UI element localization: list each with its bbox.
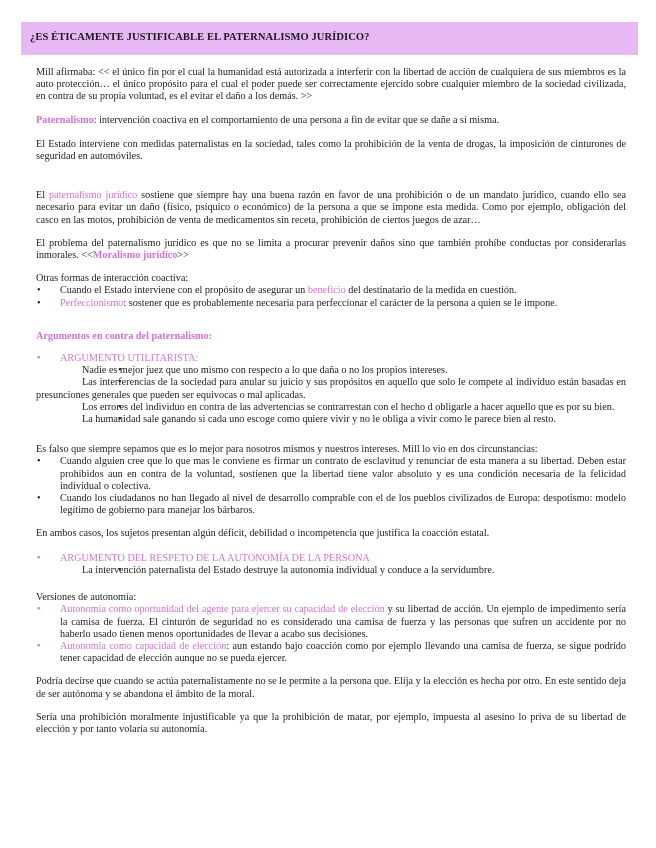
paternalismo-juridico-paragraph [36, 190, 626, 227]
item-post: del destinatario de la medida en cuestión. [345, 285, 517, 297]
list-item [36, 641, 626, 665]
argumentos-heading: Argumentos en contra del paternalismo: [36, 330, 212, 342]
item-post: : aun estando bajo coacción como por ejemplo llevando una camisa de fuerza, se sigue podrido tener capacidad de elección aunque no se pueda ejercer. [60, 640, 626, 665]
es-falso-paragraph: Es falso que siempre sepamos que es lo mejor para nosotros mismos y nuestros intereses. Mill lo vio en dos circunstancias: [36, 444, 538, 456]
list-item [36, 604, 626, 641]
seria-paragraph: Sería una prohibición moralmente injustificable ya que la prohibición de matar, por ejemplo, impuesta al asesino lo priva de su libertad de elección y por tanto volaría su autonomía. [36, 711, 626, 735]
autonomia-oportunidad-term: Autonomía como oportunidad del agente para ejercer su capacidad de elección [60, 604, 385, 616]
list-item: • La intervención paternalista del Estado destruye la autonomía individual y conduce a la servidumbre. [36, 565, 626, 577]
paternalismo-definition [36, 115, 626, 127]
list-item: • Los errores del individuo en contra de las advertencias se contrarrestan con el hecho d obligarle a hacer aquello que es por su bien. [36, 402, 626, 414]
paternalismo-term: Paternalismo [36, 114, 94, 126]
perfeccionismo-term: Perfeccionismo [60, 297, 124, 309]
page-title: ¿ES ÉTICAMENTE JUSTIFICABLE EL PATERNALISMO JURÍDICO? [21, 22, 638, 55]
utilitarista-label-item [36, 353, 626, 365]
versiones-intro: Versiones de autonomía: [36, 592, 137, 604]
otras-formas-intro: Otras formas de interacción coactiva: [36, 273, 189, 285]
autonomia-sublist [36, 565, 626, 577]
utilitarista-sublist [36, 365, 626, 426]
utilitarista-label: ARGUMENTO UTILITARISTA: [60, 353, 199, 365]
list-item: • Nadie es mejor juez que uno mismo con respecto a lo que daña o no los propios intereses. [36, 365, 626, 377]
list-item [36, 285, 626, 297]
problema-post: >> [177, 250, 189, 262]
paternalismo-juridico-term: paternalismo jurídico [48, 190, 138, 202]
estado-intervene-paragraph: El Estado interviene con medidas paternalistas en la sociedad, tales como la prohibición de la venta de drogas, la imposición de cinturones de seguridad en automóviles. [36, 138, 626, 163]
circunstancias-list [36, 456, 626, 517]
problema-pre: El problema del paternalismo jurídico es que no se limita a procurar prevenir daños sino que también prohíbe conductas por considerarlas inmorales. << [36, 237, 626, 262]
podria-decirse-paragraph: Podría decirse que cuando se actúa paternalistamente no se le permite a la persona que. Elija y la elección es hecha por otro. En este sentido deja de ser autónoma y se abandona el ámbito de la moral. [36, 676, 626, 700]
list-item: • La humanidad sale ganando si cada uno escoge como quiere vivir y no le obliga a vivir como le parece bien al resto. [36, 414, 626, 426]
otras-formas-list [36, 285, 626, 309]
list-item: • Cuando los ciudadanos no han llegado al nivel de desarrollo comprable con el de los pueblos civilizados de Europa: despotismo: modelo legítimo de gobierno para manejar los bárbaros. [36, 493, 626, 517]
utilitarista-list [36, 353, 626, 365]
item-post: : sostener que es probablemente necesaria para perfeccionar el carácter de la persona a quien se le impone. [123, 297, 558, 309]
autonomia-capacidad-term: Autonomía como capacidad de elección [60, 640, 227, 652]
beneficio-term: beneficio [307, 285, 346, 297]
list-item: • Cuando alguien cree que lo que mas le conviene es firmar un contrato de esclavitud y renunciar de esta manera a su libertad. Deben estar prohibidos aun en contra de la voluntad, sostienen que la libertad tiene valor absoluto y es una condición necesaria de la felicidad individual o colectiva. [36, 456, 626, 493]
problema-paragraph [36, 238, 626, 262]
moralismo-juridico-term: Moralismo jurídico [92, 250, 178, 262]
versiones-list [36, 604, 626, 665]
list-item [36, 298, 626, 310]
pj-pre: El [36, 190, 49, 202]
mill-quote: Mill afirmaba: << el único fin por el cual la humanidad está autorizada a interferir con la libertad de acción de cualquiera de sus miembros es la auto protección… el único propósito para el cual el poder puede ser correctamente ejercido sobre cualquier miembro de la sociedad civilizada, en contra de su propia voluntad, es el evitar el daño a los demás. >> [36, 67, 626, 103]
item-post: y su libertad de acción. Un ejemplo de impedimento sería la camisa de fuerza. El cinturón de seguridad no es considerado una camisa de fuerza y las personas que sufren un accidente por no haberlo usado tienen menos oportunidades de llevar a acabo sus decisiones. [60, 604, 626, 640]
autonomia-list [36, 553, 626, 565]
list-item: • Las interferencias de la sociedad para anular su juicio y sus propósitos en aquello que solo le compete al individuo están basadas en presunciones generales que pueden ser equivocas o mal aplicadas. [36, 377, 626, 401]
pj-post: sostiene que siempre hay una buena razón en favor de una prohibición o de un mandato jurídico, cuando ello sea necesario para evitar un daño (físico, psíquico o económico) de la persona a que se impone esta medida. Como por ejemplo, obligación del casco en las motos, prohibición de venta de medicamentos sin receta, prohibición de ciertos juegos de azar… [36, 190, 627, 226]
item-pre: Cuando el Estado interviene con el propósito de asegurar un [60, 285, 308, 297]
document-body [36, 67, 626, 747]
ambos-casos-paragraph: En ambos casos, los sujetos presentan algún déficit, debilidad o incompetencia que justifica la coacción estatal. [36, 528, 490, 540]
autonomia-label-item [36, 553, 626, 565]
paternalismo-text: : intervención coactiva en el comportamiento de una persona a fin de evitar que se dañe a sí misma. [93, 114, 500, 126]
autonomia-label: ARGUMENTO DEL RESPETO DE LA AUTONOMÍA DE LA PERSONA [60, 552, 370, 564]
